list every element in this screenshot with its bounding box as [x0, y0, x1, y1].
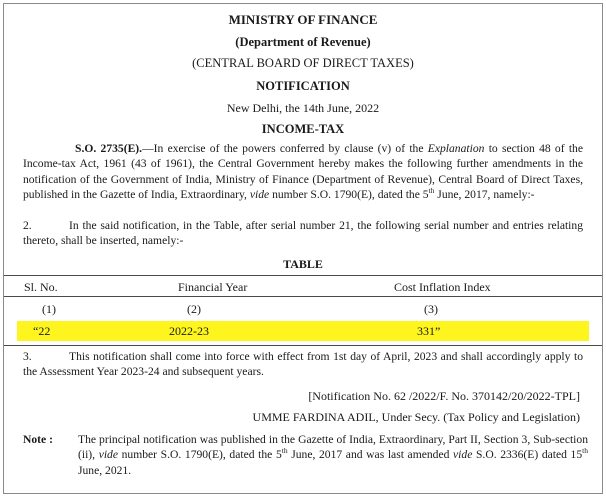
paragraph-3-text: This notification shall come into force with effect from 1st day of April, 2023 and shall accordingly apply to the Assessment Year 2023-24 and subsequent years.	[23, 350, 583, 379]
col-number-3: (3)	[424, 302, 438, 316]
header-financial-year: Financial Year	[178, 280, 248, 294]
row-financial-year: 2022-23	[169, 324, 209, 338]
highlighted-row	[17, 321, 589, 341]
ministry-title: MINISTRY OF FINANCE	[228, 12, 378, 27]
notification-reference: [Notification No. 62 /2022/F. No. 370142/20/2022-TPL]	[308, 389, 580, 403]
notification-heading: NOTIFICATION	[256, 79, 350, 93]
row-cost-inflation-index: 331”	[417, 324, 441, 338]
table-caption: TABLE	[283, 257, 323, 271]
department-title: (Department of Revenue)	[235, 35, 371, 49]
paragraph-3-number: 3.	[23, 350, 32, 363]
paragraph-3	[23, 349, 583, 380]
para1-text-2: to section 48 of the Income-tax Act, 1961 (43 of 1961), the Central Government hereby makes the following further amendments in the notification of the Government of India, Ministry of Finance (Department of Revenue), Central Board of Direct Taxes, published in the Gazette of India, Extraordinary,	[23, 142, 583, 202]
col-number-1: (1)	[42, 302, 56, 316]
note-text-3: June, 2017 and was last amended	[287, 448, 454, 462]
paragraph-2-number: 2.	[23, 219, 32, 232]
paragraph-1	[23, 141, 583, 203]
para1-text-1: —In exercise of the powers conferred by clause (v) of the	[142, 142, 428, 155]
header-sl-no: Sl. No.	[24, 280, 58, 294]
note-block	[23, 432, 588, 478]
signatory: UMME FARDINA ADIL, Under Secy. (Tax Policy and Legislation)	[252, 410, 580, 424]
board-title: (CENTRAL BOARD OF DIRECT TAXES)	[192, 56, 414, 70]
note-text	[78, 432, 588, 478]
note-ordinal-1: th	[281, 446, 288, 456]
table-top-rule	[4, 275, 602, 276]
para1-text-3: number S.O. 1790(E), dated the 5	[269, 188, 429, 202]
note-ordinal-2: th	[582, 446, 588, 456]
so-number: S.O. 2735(E).	[75, 142, 143, 155]
subject-heading: INCOME-TAX	[261, 122, 345, 136]
col-number-2: (2)	[187, 302, 201, 316]
table-bottom-rule	[4, 345, 602, 346]
note-text-4: S.O. 2336(E) dated 15	[472, 448, 583, 462]
vide-term: vide	[249, 188, 270, 202]
header-cost-inflation-index: Cost Inflation Index	[394, 280, 491, 294]
table-header-rule	[4, 296, 602, 297]
paragraph-2-text: In the said notification, in the Table, after serial number 21, the following serial number and entries relating thereto, shall be inserted, namely:-	[23, 219, 583, 248]
note-vide-1: vide	[98, 448, 118, 462]
ordinal-suffix: th	[428, 186, 435, 196]
note-label: Note :	[23, 433, 53, 446]
paragraph-2	[23, 218, 583, 249]
note-text-2: number S.O. 1790(E), dated the 5	[118, 448, 282, 462]
row-serial-number: “22	[33, 324, 51, 338]
para1-text-4: June, 2017, namely:-	[434, 188, 535, 202]
note-text-5: June, 2021.	[78, 463, 132, 477]
note-text-1: The principal notification was published in the Gazette of India, Extraordinary, Part II, Section 3, Sub-section (ii),	[78, 433, 588, 462]
explanation-term: Explanation	[427, 142, 485, 155]
notification-document	[3, 3, 603, 494]
place-date: New Delhi, the 14th June, 2022	[226, 101, 380, 115]
note-vide-2: vide	[453, 448, 473, 462]
